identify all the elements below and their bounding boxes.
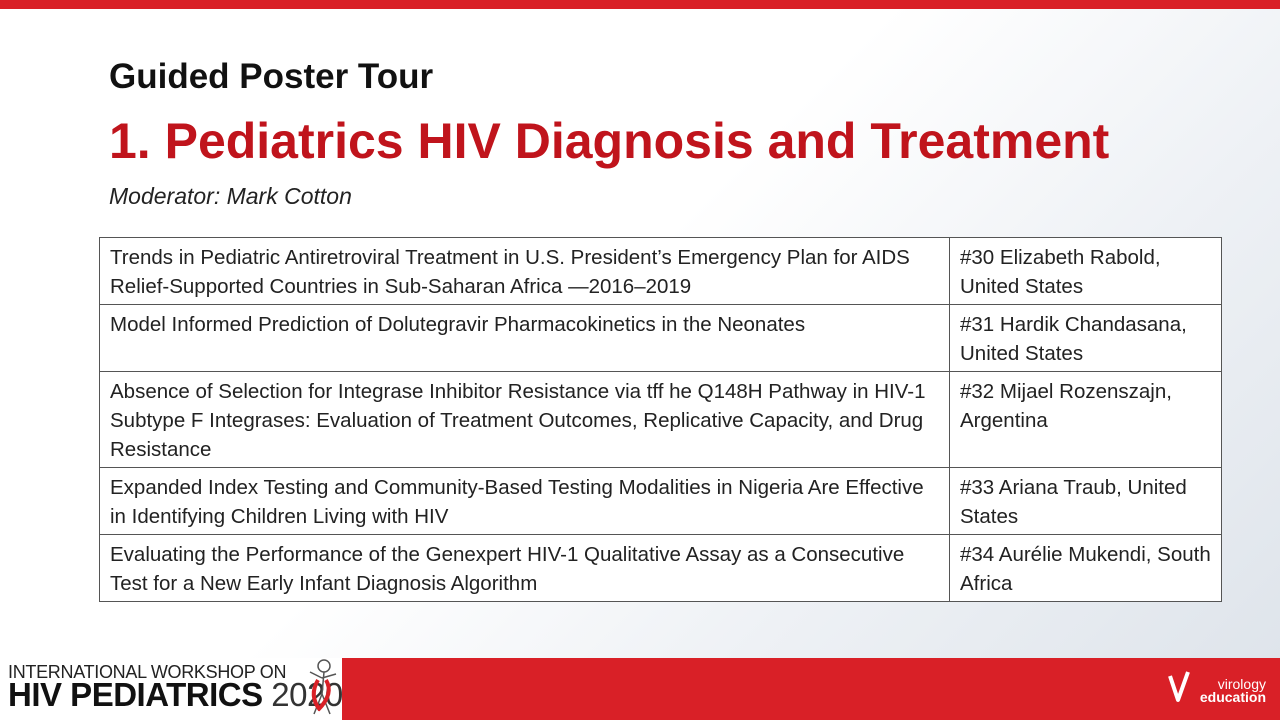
- poster-presenter-cell: #30 Elizabeth Rabold, United States: [950, 238, 1222, 305]
- virology-education-logo: [1186, 678, 1266, 704]
- top-accent-bar: [0, 0, 1280, 9]
- table-row: [100, 468, 1222, 535]
- ve-logo-line1: virology: [1217, 676, 1266, 692]
- ribbon-figure-icon: [298, 656, 342, 720]
- workshop-logo-name: HIV PEDIATRICS: [8, 676, 263, 713]
- poster-title-cell: Model Informed Prediction of Dolutegravir Pharmacokinetics in the Neonates: [100, 305, 950, 372]
- workshop-logo-line2: [8, 676, 343, 714]
- poster-presenter-cell: #33 Ariana Traub, United States: [950, 468, 1222, 535]
- table-row: [100, 238, 1222, 305]
- poster-presenter-cell: #34 Aurélie Mukendi, South Africa: [950, 535, 1222, 602]
- ve-logo-line2: education: [1199, 689, 1266, 705]
- poster-title-cell: Trends in Pediatric Antiretroviral Treatment in U.S. President’s Emergency Plan for AIDS Relief-Supported Countries in Sub-Saharan Africa —2016–2019: [100, 238, 950, 305]
- poster-presenter-cell: #32 Mijael Rozenszajn, Argentina: [950, 372, 1222, 468]
- table-row: [100, 305, 1222, 372]
- poster-title-cell: Expanded Index Testing and Community-Based Testing Modalities in Nigeria Are Effective in Identifying Children Living with HIV: [100, 468, 950, 535]
- slide-subtitle: Guided Poster Tour: [109, 57, 434, 96]
- poster-presenter-cell: #31 Hardik Chandasana, United States: [950, 305, 1222, 372]
- slide-title: 1. Pediatrics HIV Diagnosis and Treatment: [109, 113, 1110, 169]
- workshop-logo-line1: INTERNATIONAL WORKSHOP ON: [8, 662, 287, 682]
- table-row: [100, 372, 1222, 468]
- poster-table: [99, 237, 1222, 602]
- poster-title-cell: Absence of Selection for Integrase Inhibitor Resistance via tff he Q148H Pathway in HIV-1 Subtype F Integrases: Evaluation of Treatment Outcomes, Replicative Capacity, and Drug Resistance: [100, 372, 950, 468]
- workshop-logo-year: 2020: [271, 676, 343, 713]
- poster-title-cell: Evaluating the Performance of the Genexpert HIV-1 Qualitative Assay as a Consecutive Test for a New Early Infant Diagnosis Algorithm: [100, 535, 950, 602]
- table-row: [100, 535, 1222, 602]
- moderator-label: Moderator: Mark Cotton: [109, 183, 352, 209]
